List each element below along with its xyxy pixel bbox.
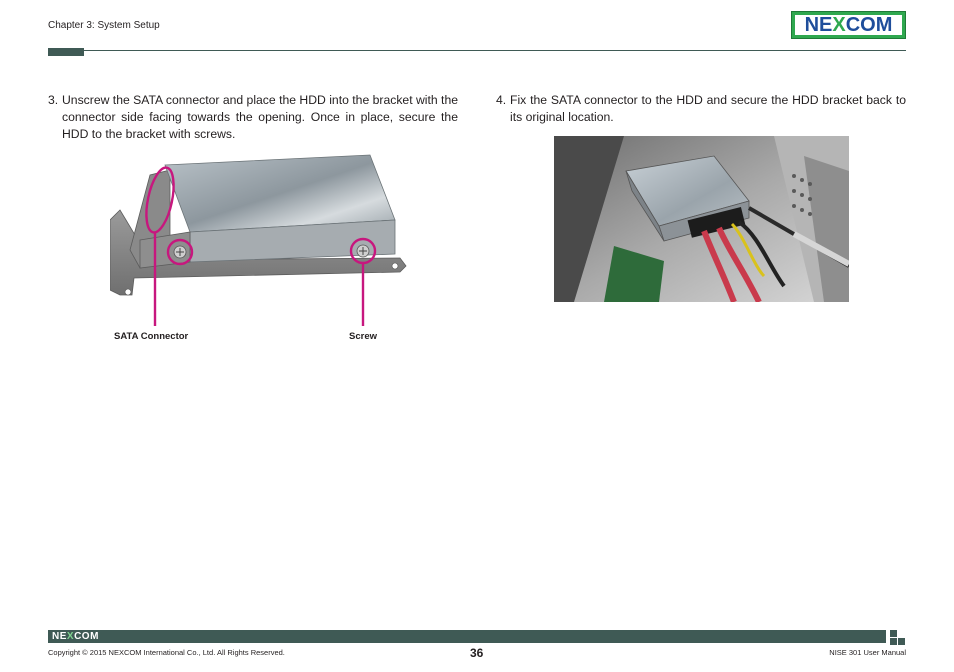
manual-title: NISE 301 User Manual [829, 648, 906, 657]
leader-extensions [110, 300, 410, 326]
copyright: Copyright © 2015 NEXCOM International Co., Ltd. All Rights Reserved. [48, 648, 285, 657]
logo-wordmark: NE X COM [804, 13, 893, 36]
footer-square [890, 630, 897, 637]
header-rule [48, 50, 906, 51]
hdd-bracket-photo [110, 150, 410, 300]
caption-sata-connector: SATA Connector [114, 331, 189, 342]
footer-square [898, 638, 905, 645]
page-number: 36 [470, 646, 484, 660]
header-accent-block [48, 48, 84, 56]
step-text: Unscrew the SATA connector and place the HDD into the bracket with the connector side facing towards the opening. Once in place, secure the HDD to the bracket with screws. [62, 93, 458, 141]
step-text: Fix the SATA connector to the HDD and secure the HDD bracket back to its original location. [510, 93, 906, 124]
footer-square [890, 638, 897, 645]
step-3 [48, 92, 458, 143]
nexcom-logo [791, 11, 906, 39]
footer-bar [48, 630, 886, 643]
step-number: 4. [496, 93, 507, 107]
footer-nexcom-logo: NEXCOM [52, 631, 99, 642]
step-4 [496, 92, 906, 126]
caption-screw: Screw [349, 331, 377, 342]
chapter-label: Chapter 3: System Setup [48, 20, 160, 31]
step-number: 3. [48, 93, 59, 107]
hdd-installed-photo [554, 136, 849, 302]
